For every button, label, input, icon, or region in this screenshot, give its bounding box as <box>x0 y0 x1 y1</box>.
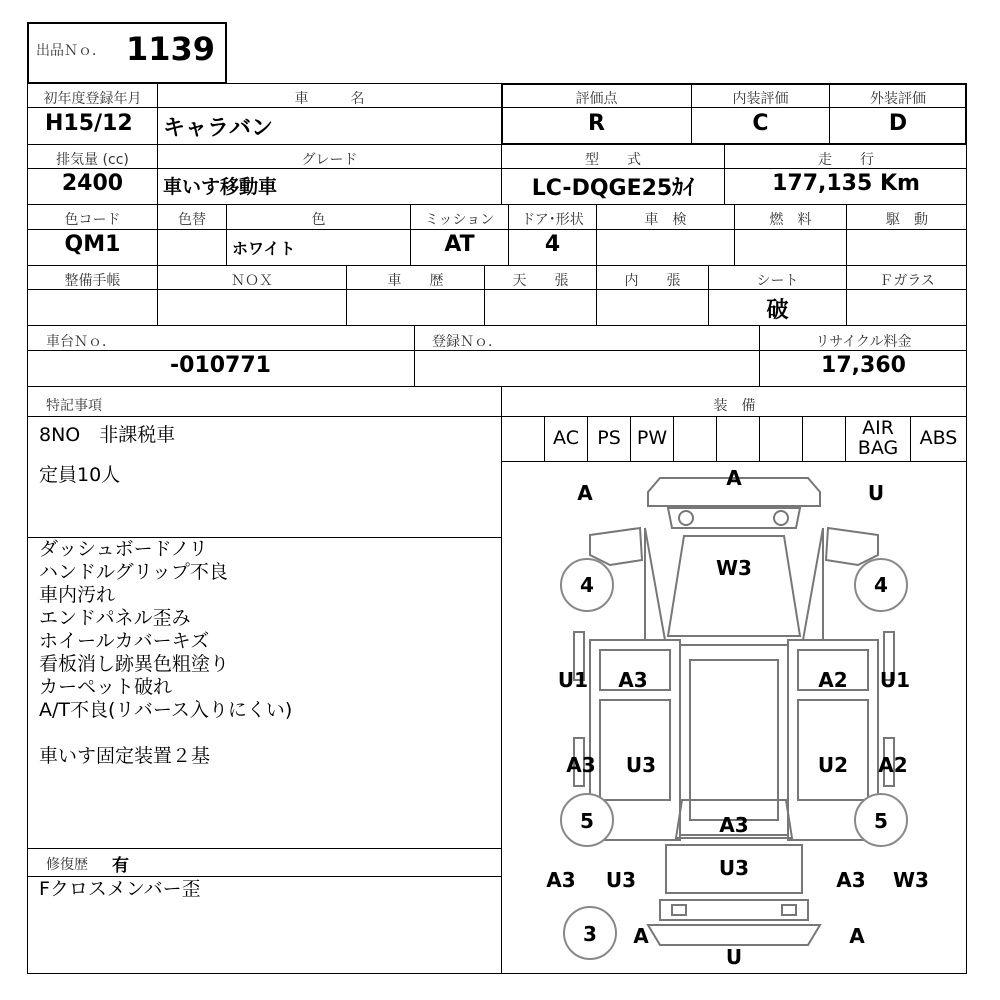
color-code-label: 色コード <box>64 212 121 228</box>
damage-windshield: W3 <box>716 556 752 580</box>
chassis-value: -010771 <box>170 353 271 378</box>
remark-line: A/T不良(リバース入りにくい) <box>39 699 293 721</box>
remark-line: 車いす固定装置２基 <box>39 745 211 767</box>
exterior-value: D <box>888 111 908 136</box>
remark-line: カーペット破れ <box>39 676 173 698</box>
seat-value: 破 <box>766 298 789 323</box>
damage-right-a2: A2 <box>818 668 848 692</box>
remark-line: 車内汚れ <box>39 584 116 606</box>
tire-front-right: 4 <box>874 573 888 597</box>
equip-pw: PW <box>636 427 668 449</box>
score-label: 評価点 <box>575 91 618 107</box>
remark-line: ダッシュボードノリ <box>39 538 208 560</box>
fuel-label: 燃 料 <box>769 212 812 228</box>
recycle-value: 17,360 <box>821 353 906 378</box>
damage-right-u1: U1 <box>879 668 911 692</box>
grade-label: グレード <box>301 152 358 168</box>
damage-front-left: A <box>577 481 593 505</box>
damage-right-a2-lower: A2 <box>878 753 908 777</box>
first-registration-label: 初年度登録年月 <box>43 91 142 107</box>
damage-left-u1: U1 <box>557 668 589 692</box>
color-label: 色 <box>311 212 326 228</box>
equip-ac: AC <box>553 427 579 449</box>
repair-value: 有 <box>112 856 129 876</box>
remark-line: エンドパネル歪み <box>39 607 191 629</box>
score-value: R <box>588 111 605 136</box>
model-value: LC-DQGE25ｶｲ <box>531 176 695 201</box>
door-value: 4 <box>544 232 561 257</box>
equip-airbag: AIR BAG <box>857 417 899 459</box>
seat-label: シート <box>756 273 799 289</box>
damage-rear-left-a3: A3 <box>546 868 576 892</box>
repair-label: 修復歴 <box>46 857 88 873</box>
damage-rear-bottom: U <box>725 945 743 969</box>
remark-line: ホイールカバーキズ <box>39 630 210 652</box>
tire-front-left: 4 <box>580 573 594 597</box>
model-label: 型 式 <box>585 152 641 168</box>
remarks-label: 特記事項 <box>46 398 102 414</box>
damage-front-top: A <box>726 466 742 490</box>
grade-value: 車いす移動車 <box>163 176 278 198</box>
interior-label: 内装評価 <box>732 91 789 107</box>
interior-value: C <box>752 111 769 136</box>
car-name-label: 車 名 <box>294 91 365 107</box>
repair-detail: Fクロスメンバー歪 <box>39 878 201 900</box>
remark-line: ハンドルグリップ不良 <box>39 561 228 583</box>
recycle-label: リサイクル料金 <box>815 334 912 350</box>
remark-line: 看板消し跡異色粗塗り <box>39 653 230 675</box>
mission-label: ミッション <box>424 212 495 228</box>
history-label: 車 歴 <box>387 273 444 289</box>
equipment-label: 装 備 <box>713 398 756 414</box>
equip-ps: PS <box>597 427 621 449</box>
glass-label: Ｆガラス <box>879 273 935 289</box>
inspection-label: 車 検 <box>644 212 687 228</box>
lot-label: 出品Ｎｏ． <box>36 43 106 59</box>
damage-rear-right: A <box>849 924 865 948</box>
remark-line: 8NO 非課税車 <box>39 424 176 446</box>
damage-right-u2: U2 <box>817 753 849 777</box>
exterior-label: 外装評価 <box>870 91 926 107</box>
damage-left-a3-lower: A3 <box>566 753 596 777</box>
lot-number: 1139 <box>126 30 216 68</box>
maintenance-label: 整備手帳 <box>64 273 121 289</box>
displacement-label: 排気量 (cc) <box>56 152 129 168</box>
door-label: ドア･形状 <box>521 212 584 228</box>
drive-label: 駆 動 <box>886 212 928 228</box>
displacement-value: 2400 <box>61 171 124 196</box>
damage-rear-u3: U3 <box>718 856 750 880</box>
tire-rear-left: 5 <box>580 809 594 833</box>
damage-front-right: U <box>867 481 885 505</box>
damage-rear-right-a3: A3 <box>836 868 866 892</box>
color-value: ホワイト <box>232 239 296 258</box>
ceiling-label: 天 張 <box>512 273 569 289</box>
damage-floor-a3: A3 <box>719 813 749 837</box>
damage-rear-left: A <box>633 924 649 948</box>
tire-spare: 3 <box>583 922 597 946</box>
mileage-label: 走 行 <box>818 152 874 168</box>
equip-abs: ABS <box>919 427 958 449</box>
damage-left-u3: U3 <box>625 753 657 777</box>
color-code-value: QM1 <box>64 232 121 257</box>
first-registration-value: H15/12 <box>45 111 133 136</box>
chassis-label: 車台Ｎｏ． <box>46 334 116 350</box>
tire-rear-right: 5 <box>874 809 888 833</box>
remark-line: 定員10人 <box>39 464 121 486</box>
repaint-label: 色替 <box>178 212 206 228</box>
nox-label: ＮＯＸ <box>231 273 273 289</box>
car-name-value: キャラバン <box>163 116 274 141</box>
damage-rear-left-u3: U3 <box>605 868 637 892</box>
registration-label: 登録Ｎｏ． <box>432 334 502 350</box>
interior-trim-label: 内 張 <box>624 273 681 289</box>
damage-left-a3: A3 <box>618 668 648 692</box>
mileage-value: 177,135 Km <box>772 171 920 196</box>
mission-value: AT <box>444 232 475 257</box>
damage-rear-right-w3: W3 <box>893 868 929 892</box>
